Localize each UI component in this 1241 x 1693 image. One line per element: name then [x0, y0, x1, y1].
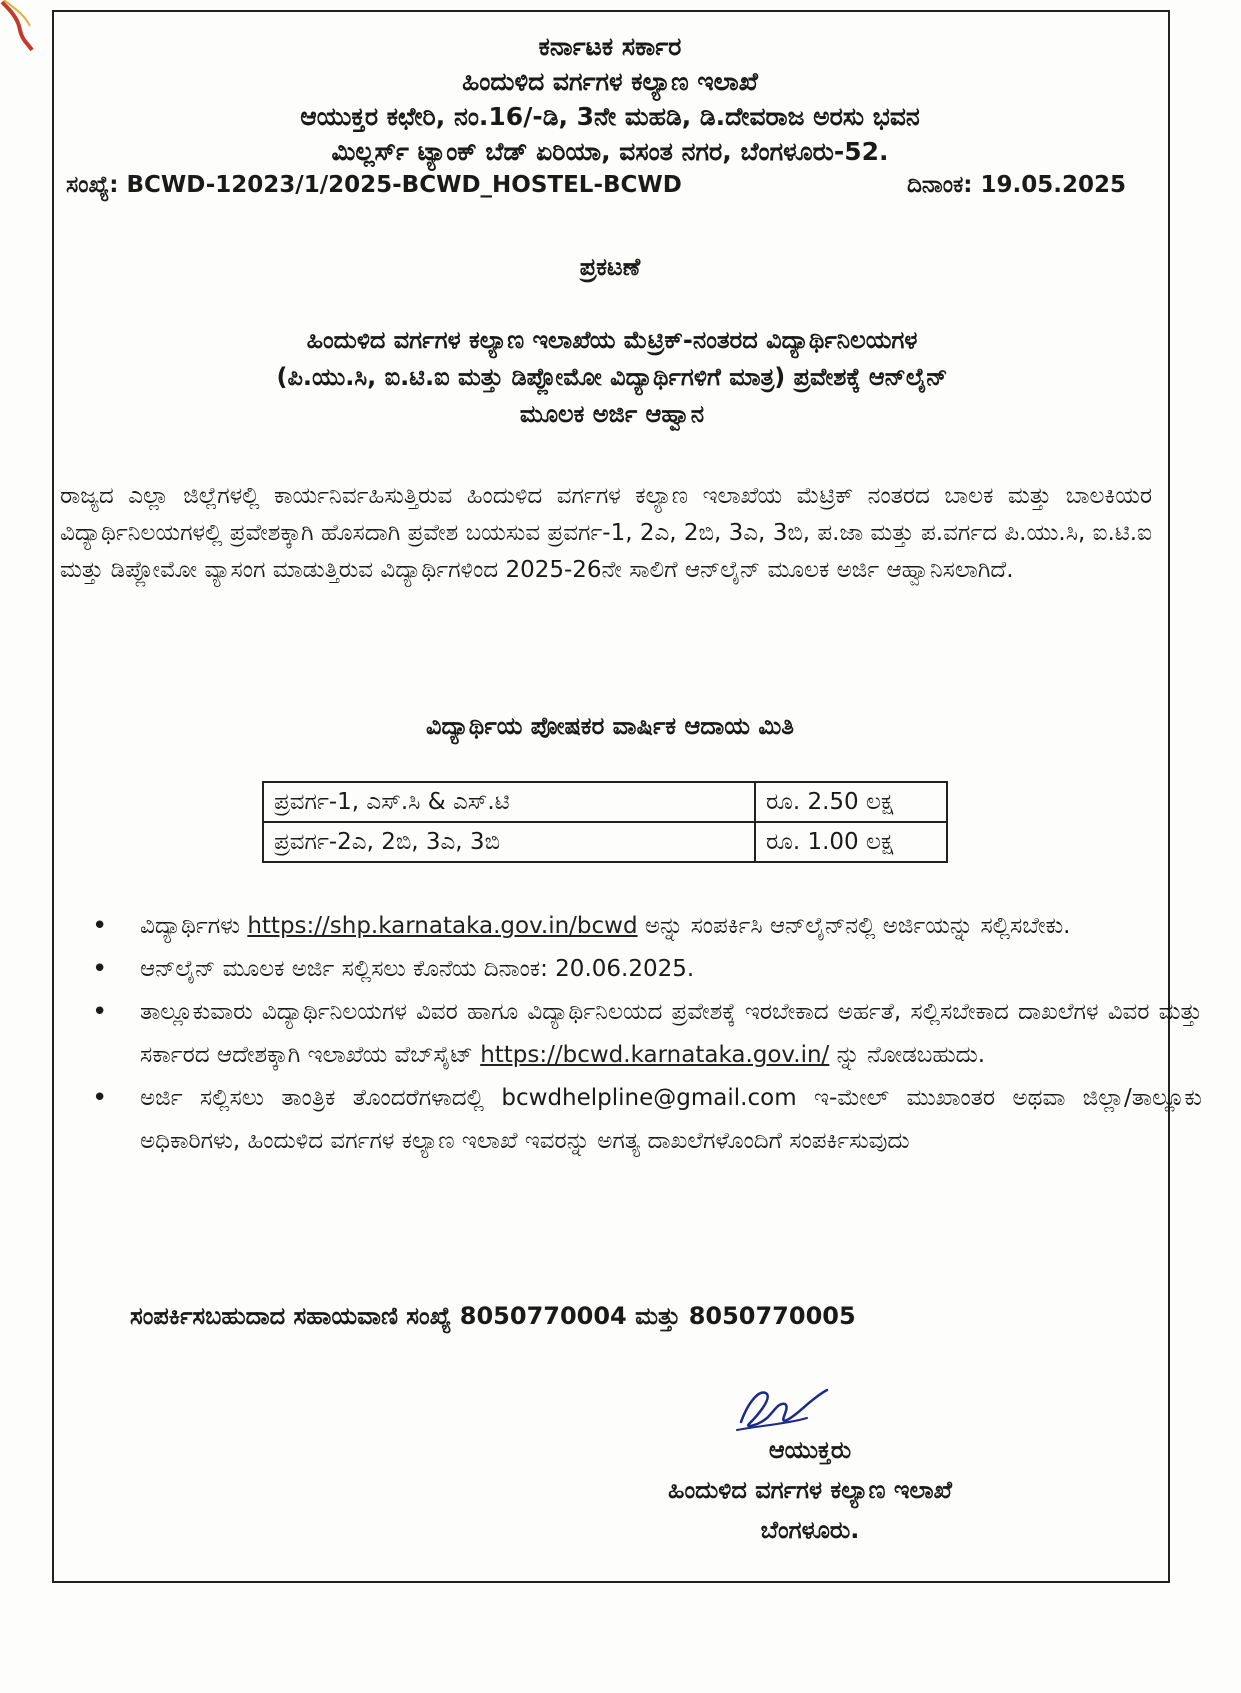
shp-portal-link[interactable]: https://shp.karnataka.gov.in/bcwd	[247, 913, 638, 939]
instruction-list	[90, 905, 1202, 1163]
header-office-address: ಆಯುಕ್ತರ ಕಛೇರಿ, ನಂ.16/-ಡಿ, 3ನೇ ಮಹಡಿ, ಡಿ.ದೇವರಾಜ ಅರಸು ಭವನ	[300, 102, 920, 131]
subject-line-3: ಮೂಲಕ ಅರ್ಜಿ ಆಹ್ವಾನ	[519, 400, 705, 428]
bullet-text: ಇ-ಮೇಲ್ ಮುಖಾಂತರ ಅಥವಾ ಜಿಲ್ಲಾ/ತಾಲ್ಲೂಕು ಅಧಿಕಾರಿಗಳು, ಹಿಂದುಳಿದ ವರ್ಗಗಳ ಕಲ್ಯಾಣ ಇಲಾಖೆ ಇವರನ್ನು ಅಗತ್ಯ ದಾಖಲೆಗಳೊಂದಿಗೆ ಸಂಪರ್ಕಿಸುವುದು	[140, 1085, 1202, 1154]
helpline-numbers: ಸಂಪರ್ಕಿಸಬಹುದಾದ ಸಹಾಯವಾಣಿ ಸಂಖ್ಯೆ 8050770004 ಮತ್ತು 8050770005	[130, 1302, 856, 1330]
table-row	[263, 782, 947, 822]
list-item	[92, 948, 1202, 991]
header-government: ಕರ್ನಾಟಕ ಸರ್ಕಾರ	[538, 32, 682, 61]
bullet-text: ಅನ್ನು ಸಂಪರ್ಕಿಸಿ ಆನ್‌ಲೈನ್‌ನಲ್ಲಿ ಅರ್ಜಿಯನ್ನು ಸಲ್ಲಿಸಬೇಕು.	[637, 913, 1071, 939]
limit-cell: ರೂ. 1.00 ಲಕ್ಷ	[755, 822, 947, 862]
body-paragraph: ರಾಜ್ಯದ ಎಲ್ಲಾ ಜಿಲ್ಲೆಗಳಲ್ಲಿ ಕಾರ್ಯನಿರ್ವಹಿಸುತ್ತಿರುವ ಹಿಂದುಳಿದ ವರ್ಗಗಳ ಕಲ್ಯಾಣ ಇಲಾಖೆಯ ಮೆಟ್ರಿಕ್ ನಂತರದ ಬಾಲಕ ಮತ್ತು ಬಾಲಕಿಯರ ವಿದ್ಯಾರ್ಥಿನಿಲಯಗಳಲ್ಲಿ ಪ್ರವೇಶಕ್ಕಾಗಿ ಹೊಸದಾಗಿ ಪ್ರವೇಶ ಬಯಸುವ ಪ್ರವರ್ಗ-1, 2ಎ, 2ಬಿ, 3ಎ, 3ಬಿ, ಪ.ಜಾ ಮತ್ತು ಪ.ವರ್ಗದ ಪಿ.ಯು.ಸಿ, ಐ.ಟಿ.ಐ ಮತ್ತು ಡಿಪ್ಲೋಮೋ ವ್ಯಾಸಂಗ ಮಾಡುತ್ತಿರುವ ವಿದ್ಯಾರ್ಥಿಗಳಿಂದ 2025-26ನೇ ಸಾಲಿಗೆ ಆನ್‌ಲೈನ್ ಮೂಲಕ ಅರ್ಜಿ ಆಹ್ವಾನಿಸಲಾಗಿದೆ.	[60, 483, 1152, 583]
bullet-icon: •	[92, 997, 108, 1027]
income-limit-heading: ವಿದ್ಯಾರ್ಥಿಯ ಪೋಷಕರ ವಾರ್ಷಿಕ ಆದಾಯ ಮಿತಿ	[426, 712, 794, 740]
subject-line-1: ಹಿಂದುಳಿದ ವರ್ಗಗಳ ಕಲ್ಯಾಣ ಇಲಾಖೆಯ ಮೆಟ್ರಿಕ್-ನಂತರದ ವಿದ್ಯಾರ್ಥಿನಿಲಯಗಳ	[306, 326, 918, 354]
list-item	[92, 905, 1202, 948]
bullet-text: ಅರ್ಜಿ ಸಲ್ಲಿಸಲು ತಾಂತ್ರಿಕ ತೊಂದರೆಗಳಾದಲ್ಲಿ	[140, 1085, 502, 1111]
bcwd-website-link[interactable]: https://bcwd.karnataka.gov.in/	[480, 1042, 830, 1068]
category-cell: ಪ್ರವರ್ಗ-1, ಎಸ್.ಸಿ & ಎಸ್.ಟಿ	[263, 782, 755, 822]
table-row	[263, 822, 947, 862]
header-area-address: ಮಿಲ್ಲರ್ಸ್ ಟ್ಯಾಂಕ್ ಬೆಡ್ ಏರಿಯಾ, ವಸಂತ ನಗರ, ಬೆಂಗಳೂರು-52.	[331, 137, 889, 166]
bullet-text: ನ್ನು ನೋಡಬಹುದು.	[829, 1042, 986, 1068]
bullet-text: ವಿದ್ಯಾರ್ಥಿಗಳು	[140, 913, 248, 939]
bullet-text: ಆನ್‌ಲೈನ್ ಮೂಲಕ ಅರ್ಜಿ ಸಲ್ಲಿಸಲು ಕೊನೆಯ ದಿನಾಂಕ: 20.06.2025.	[140, 956, 695, 982]
bullet-icon: •	[92, 1083, 108, 1113]
signatory-place: ಬೆಂಗಳೂರು.	[760, 1516, 860, 1544]
bullet-icon: •	[92, 954, 108, 984]
category-cell: ಪ್ರವರ್ಗ-2ಎ, 2ಬಿ, 3ಎ, 3ಬಿ	[263, 822, 755, 862]
limit-cell: ರೂ. 2.50 ಲಕ್ಷ	[755, 782, 947, 822]
reference-date: ದಿನಾಂಕ: 19.05.2025	[906, 172, 1126, 198]
list-item	[92, 1077, 1202, 1163]
subject-line-2: (ಪಿ.ಯು.ಸಿ, ಐ.ಟಿ.ಐ ಮತ್ತು ಡಿಪ್ಲೋಮೋ ವಿದ್ಯಾರ್ಥಿಗಳಿಗೆ ಮಾತ್ರ) ಪ್ರವೇಶಕ್ಕೆ ಆನ್‌ಲೈನ್	[276, 363, 948, 391]
signatory-title: ಆಯುಕ್ತರು	[768, 1436, 852, 1464]
notice-title: ಪ್ರಕಟಣೆ	[579, 253, 641, 281]
bullet-icon: •	[92, 911, 108, 941]
bullet-text: ತಾಲ್ಲೂಕುವಾರು ವಿದ್ಯಾರ್ಥಿನಿಲಯಗಳ ವಿವರ ಹಾಗೂ ವಿದ್ಯಾರ್ಥಿನಿಲಯದ ಪ್ರವೇಶಕ್ಕೆ ಇರಬೇಕಾದ ಅರ್ಹತೆ, ಸಲ್ಲಿಸಬೇಕಾದ ದಾಖಲೆಗಳ ವಿವರ ಮತ್ತು ಸರ್ಕಾರದ ಆದೇಶಕ್ಕಾಗಿ ಇಲಾಖೆಯ ವೆಬ್‌ಸೈಟ್	[140, 999, 1202, 1068]
income-limit-table	[262, 781, 948, 863]
signatory-block	[560, 1430, 1060, 1550]
header-department: ಹಿಂದುಳಿದ ವರ್ಗಗಳ ಕಲ್ಯಾಣ ಇಲಾಖೆ	[462, 67, 758, 96]
red-thread-decoration	[0, 0, 40, 60]
signatory-department: ಹಿಂದುಳಿದ ವರ್ಗಗಳ ಕಲ್ಯಾಣ ಇಲಾಖೆ	[668, 1476, 952, 1504]
reference-number: ಸಂಖ್ಯೆ: BCWD-12023/1/2025-BCWD_HOSTEL-BCWD	[66, 172, 682, 198]
subject	[62, 322, 1162, 433]
helpline-email[interactable]: bcwdhelpline@gmail.com	[501, 1085, 797, 1111]
list-item	[92, 991, 1202, 1077]
